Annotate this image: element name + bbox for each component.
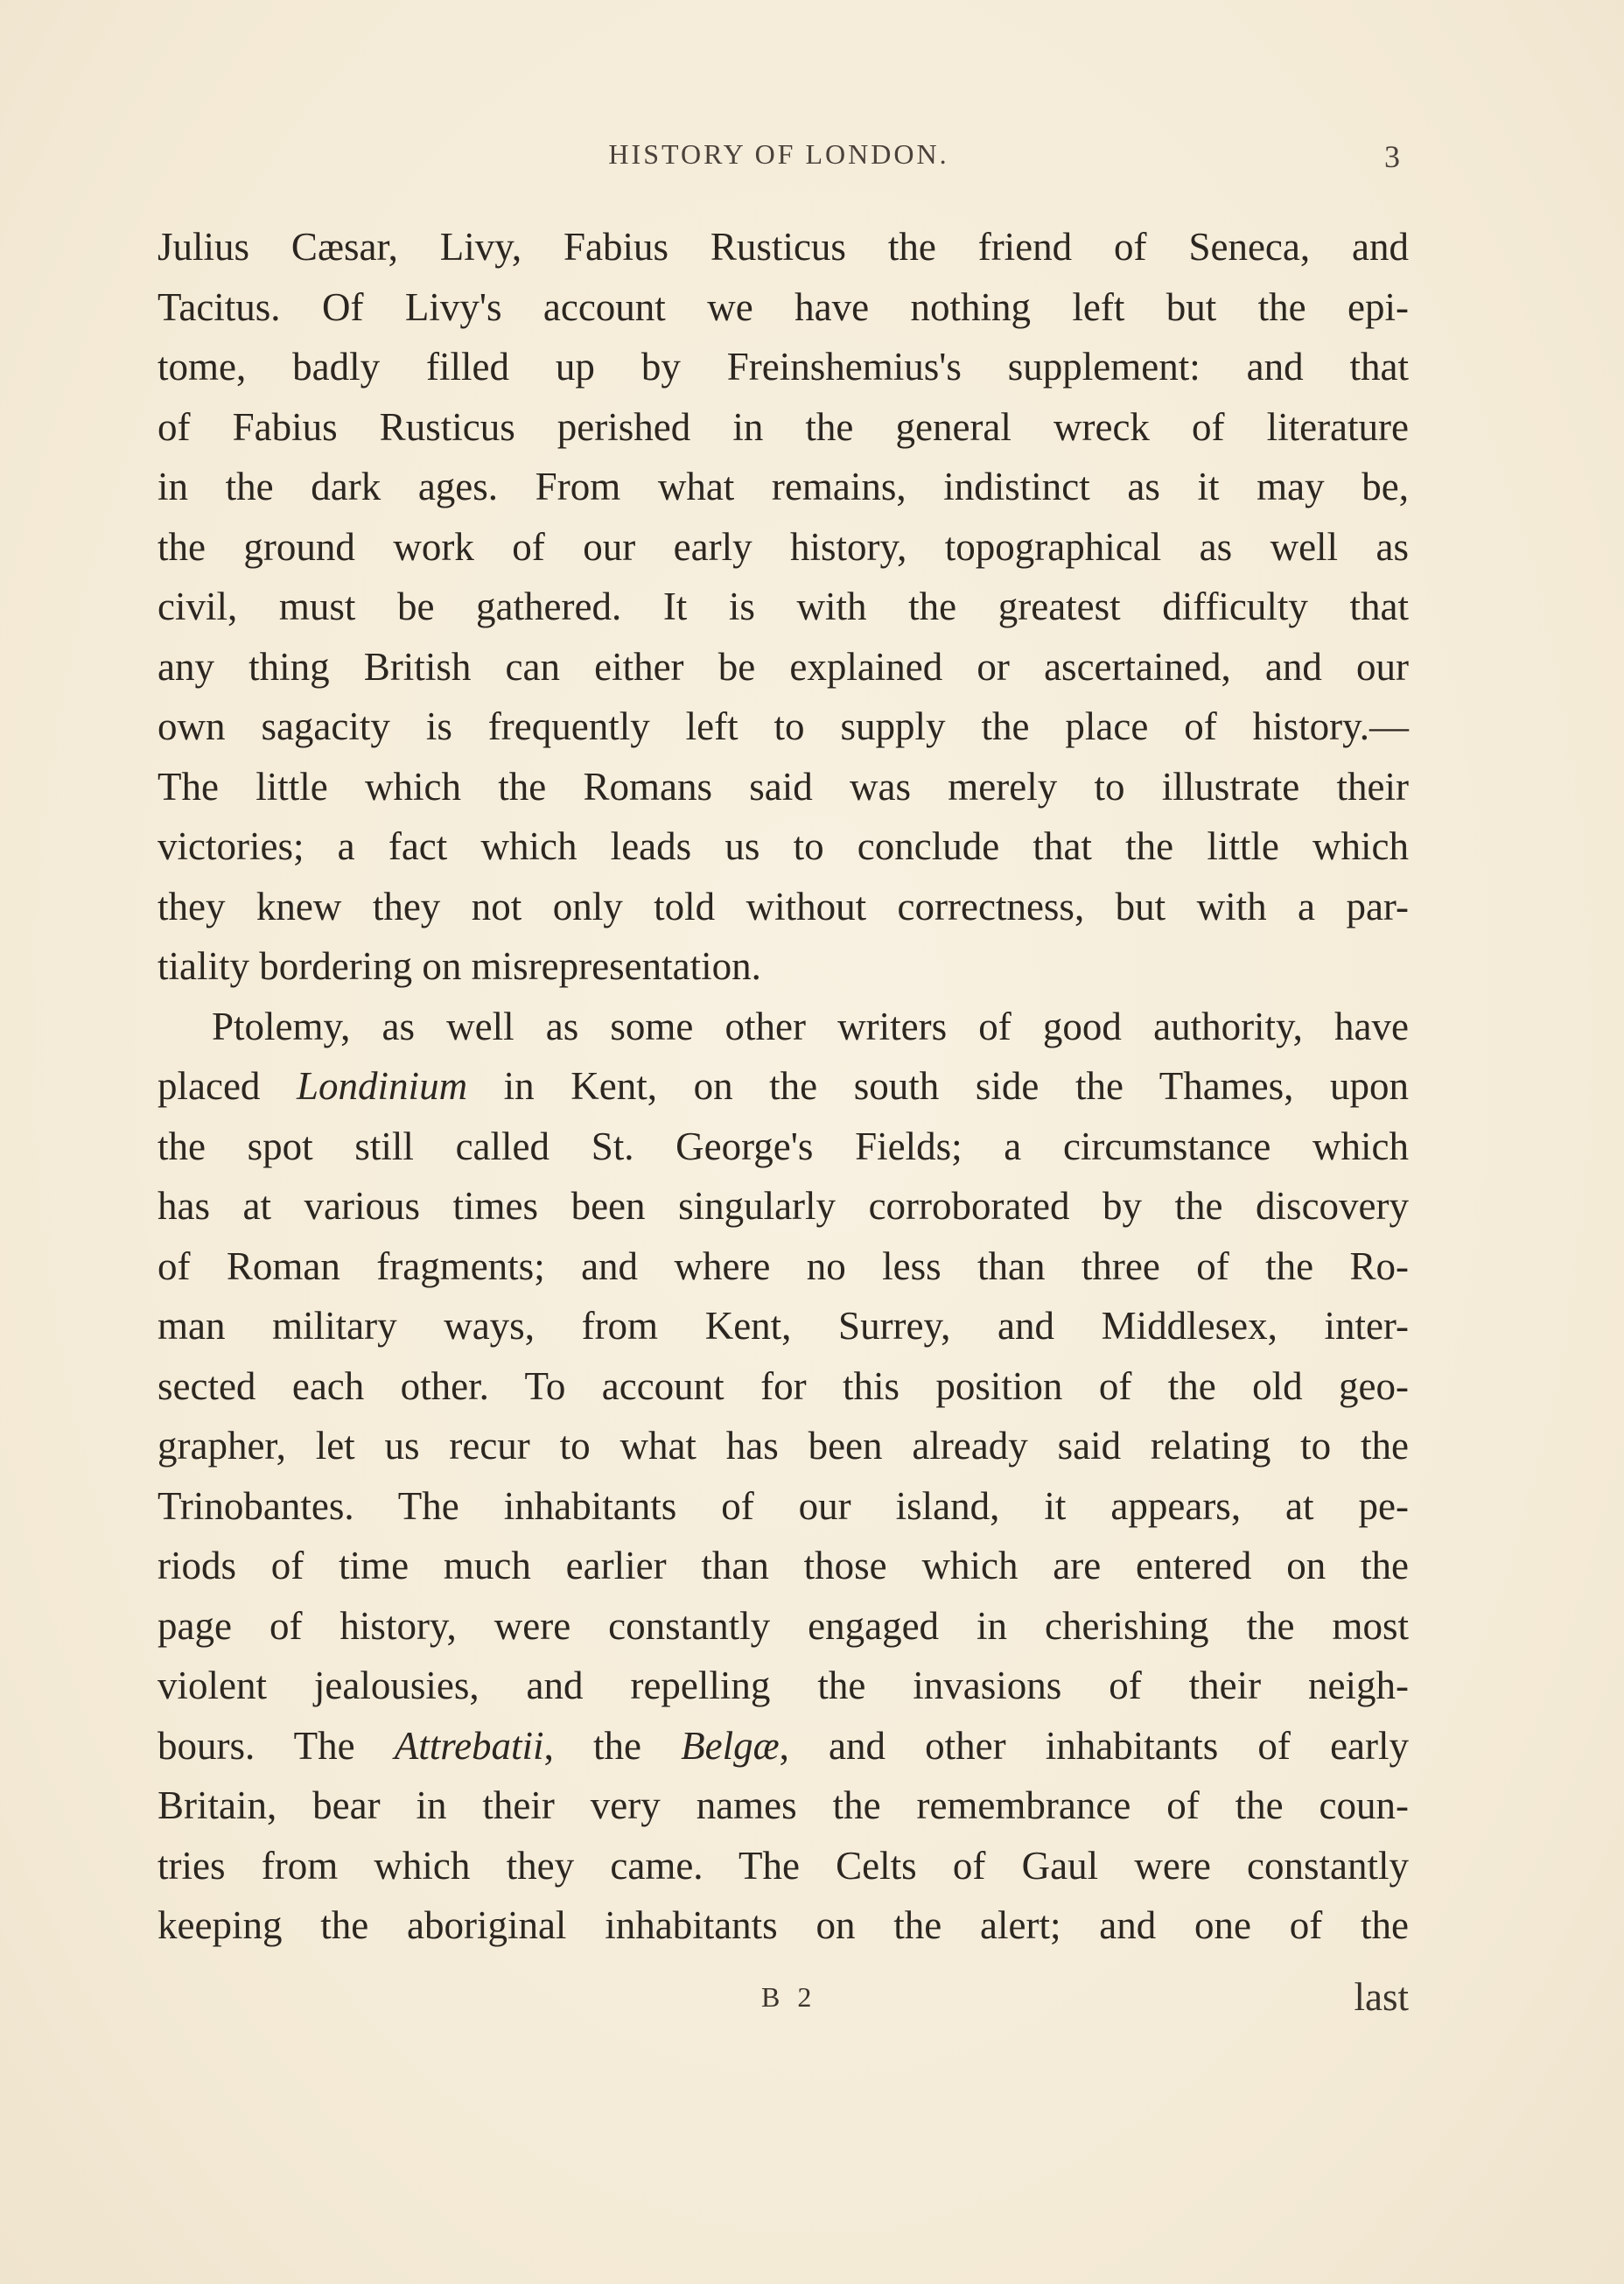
text-line: violent jealousies, and repelling the invasions of their neigh- xyxy=(158,1664,1409,1707)
page-footer xyxy=(158,1974,1409,2027)
body-text xyxy=(158,217,1409,1956)
text-line: man military ways, from Kent, Surrey, and Middlesex, inter- xyxy=(158,1304,1409,1348)
text-line: tome, badly filled up by Freinshemius's supplement: and that xyxy=(158,345,1409,389)
italic-attrebatii: Attrebatii xyxy=(394,1723,544,1768)
running-head xyxy=(158,138,1400,173)
page-number: 3 xyxy=(1384,139,1400,174)
text-line: the ground work of our early history, topographical as well as xyxy=(158,524,1409,569)
text-line: grapher, let us recur to what has been already said relating to the xyxy=(158,1424,1409,1468)
text-line: Julius Cæsar, Livy, Fabius Rusticus the friend of Seneca, and xyxy=(158,225,1409,269)
text-line: Trinobantes. The inhabitants of our island, it appears, at pe- xyxy=(158,1483,1409,1528)
text-line: civil, must be gathered. It is with the greatest difficulty that xyxy=(158,585,1409,628)
text-line: has at various times been singularly corroborated by the discovery xyxy=(158,1184,1409,1228)
text-line: any thing British can either be explained or ascertained, and our xyxy=(158,644,1409,689)
text-line: the spot still called St. George's Fields; a circumstance which xyxy=(158,1124,1409,1168)
text-line: bours. The Attrebatii, the Belgæ, and other inhabitants of early xyxy=(158,1723,1409,1768)
text-line: riods of time much earlier than those which are entered on the xyxy=(158,1544,1409,1587)
running-title: HISTORY OF LONDON. xyxy=(608,138,949,170)
text-line: Britain, bear in their very names the remembrance of the coun- xyxy=(158,1783,1409,1827)
signature-mark: B 2 xyxy=(761,1981,817,2013)
paragraph-end-line: tiality bordering on misrepresentation. xyxy=(158,944,761,988)
text-line: of Roman fragments; and where no less than three of the Ro- xyxy=(158,1244,1409,1288)
text-line: own sagacity is frequently left to supply the place of history.— xyxy=(158,704,1409,748)
text-line: keeping the aboriginal inhabitants on the alert; and one of the xyxy=(158,1903,1409,1947)
text-line: Tacitus. Of Livy's account we have nothing left but the epi- xyxy=(158,284,1409,329)
text-line: page of history, were constantly engaged in cherishing the most xyxy=(158,1603,1409,1648)
text-line: sected each other. To account for this position of the old geo- xyxy=(158,1363,1409,1408)
italic-belgae: Belgæ xyxy=(681,1723,780,1768)
text-line: tries from which they came. The Celts of Gaul were constantly xyxy=(158,1843,1409,1888)
italic-londinium: Londinium xyxy=(297,1064,468,1108)
text-line: of Fabius Rusticus perished in the general wreck of literature xyxy=(158,404,1409,449)
text-line: they knew they not only told without correctness, but with a par- xyxy=(158,884,1409,928)
text-line: placed Londinium in Kent, on the south side the Thames, upon xyxy=(158,1064,1409,1108)
text-line: The little which the Romans said was merely to illustrate their xyxy=(158,764,1409,809)
paragraph-start-line: Ptolemy, as well as some other writers of good authority, have xyxy=(212,1004,1409,1048)
text-line: victories; a fact which leads us to conclude that the little which xyxy=(158,824,1409,868)
catchword: last xyxy=(1354,1975,1409,2019)
text-line: in the dark ages. From what remains, indistinct as it may be, xyxy=(158,465,1409,508)
